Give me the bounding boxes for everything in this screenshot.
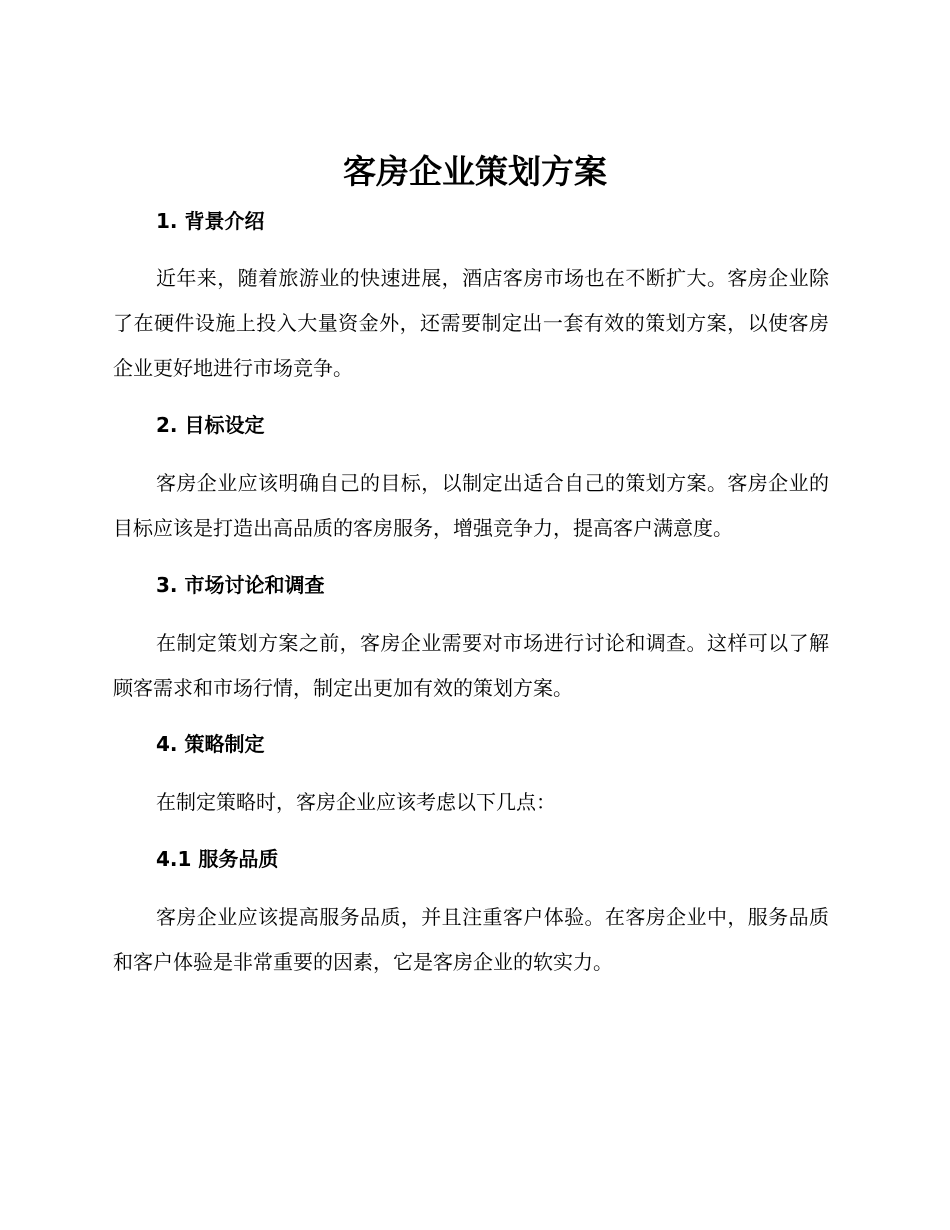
section-heading-service-quality: 4.1 服务品质 xyxy=(156,847,279,871)
section-heading-market-research: 3. 市场讨论和调查 xyxy=(156,573,325,597)
section-paragraph-goals: 客房企业应该明确自己的目标，以制定出适合自己的策划方案。客房企业的目标应该是打造出高品质的客房服务，增强竞争力，提高客户满意度。 xyxy=(113,471,829,540)
section-paragraph-service-quality: 客房企业应该提高服务品质，并且注重客户体验。在客房企业中，服务品质和客户体验是非常重要的因素，它是客房企业的软实力。 xyxy=(113,905,829,974)
section-paragraph-background: 近年来，随着旅游业的快速进展，酒店客房市场也在不断扩大。客房企业除了在硬件设施上投入大量资金外，还需要制定出一套有效的策划方案，以使客房企业更好地进行市场竞争。 xyxy=(113,266,829,380)
section-paragraph-market-research: 在制定策划方案之前，客房企业需要对市场进行讨论和调查。这样可以了解顾客需求和市场行情，制定出更加有效的策划方案。 xyxy=(113,631,829,700)
section-heading-goals: 2. 目标设定 xyxy=(156,413,265,437)
section-heading-strategy: 4. 策略制定 xyxy=(156,732,265,756)
section-heading-background: 1. 背景介绍 xyxy=(156,209,265,233)
document-title: 客房企业策划方案 xyxy=(343,152,607,191)
section-paragraph-strategy: 在制定策略时，客房企业应该考虑以下几点： xyxy=(156,790,556,814)
